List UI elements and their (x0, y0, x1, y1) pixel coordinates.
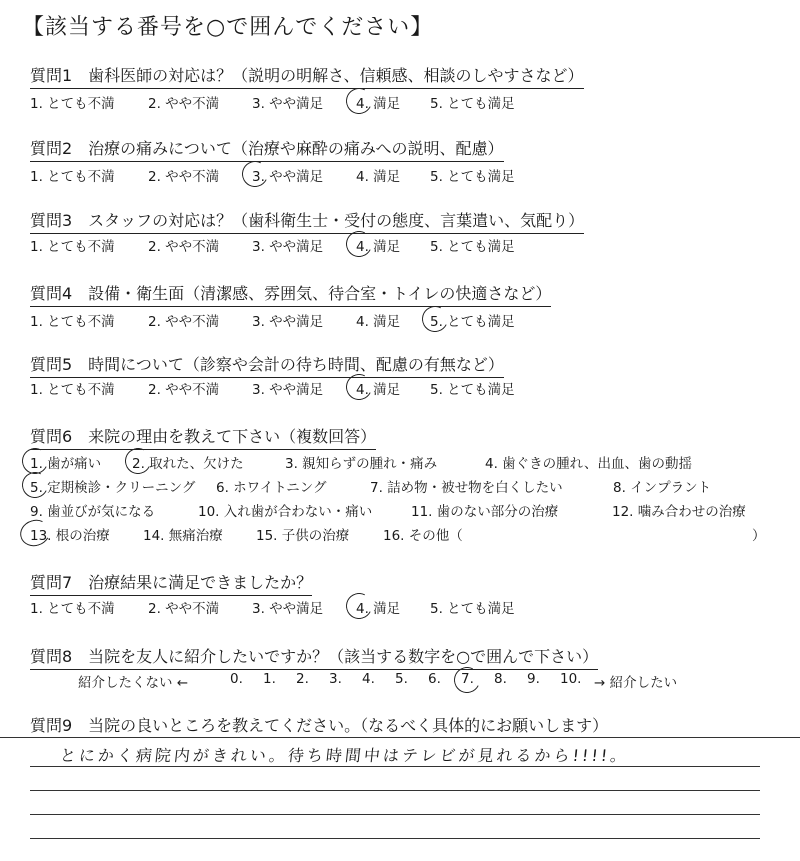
q3-option-3[interactable]: 3. やや満足 (252, 239, 324, 255)
q4-option-4[interactable]: 4. 満足 (356, 314, 401, 330)
q8-right-label: → 紹介したい (594, 675, 678, 691)
q6-option-2[interactable]: 2. 取れた、欠けた (132, 456, 244, 472)
question-6-title: 質問6 来院の理由を教えて下さい（複数回答） (30, 424, 376, 450)
q8-number-8[interactable]: 8. (494, 671, 507, 687)
question-8-title: 質問8 当院を友人に紹介したいですか？（該当する数字を○で囲んで下さい） (30, 644, 598, 670)
q6-option-3[interactable]: 3. 親知らずの腫れ・痛み (285, 456, 438, 472)
question-2-title: 質問2 治療の痛みについて（治療や麻酔の痛みへの説明、配慮） (30, 136, 504, 162)
question-5-options (30, 378, 770, 398)
q7-selection-circle (343, 590, 376, 623)
question-4-options (30, 310, 770, 330)
q8-number-0[interactable]: 0. (230, 671, 243, 687)
q9-handwritten-answer[interactable]: とにかく病院内がきれい。待ち時間中はテレビが見れるから!!!!。 (58, 746, 631, 765)
question-3-title: 質問3 スタッフの対応は？（歯科衛生士・受付の態度、言葉遣い、気配り） (30, 208, 584, 234)
question-6-row-3 (30, 500, 780, 520)
q9-answer-line-3 (30, 814, 760, 815)
q8-number-1[interactable]: 1. (263, 671, 276, 687)
question-7-options (30, 597, 770, 617)
question-7-title: 質問7 治療結果に満足できましたか？ (30, 570, 312, 596)
q7-option-4[interactable]: 4. 満足 (356, 601, 401, 617)
q2-option-4[interactable]: 4. 満足 (356, 169, 401, 185)
q8-left-label: 紹介したくない ← (78, 675, 189, 691)
q3-option-5[interactable]: 5. とても満足 (430, 239, 515, 255)
q8-number-6[interactable]: 6. (428, 671, 441, 687)
q6-option-13-circle (17, 516, 54, 550)
q6-option-15[interactable]: 15. 子供の治療 (256, 528, 350, 544)
q6-option-5[interactable]: 5. 定期検診・クリーニング (30, 480, 196, 496)
q7-option-5[interactable]: 5. とても満足 (430, 601, 515, 617)
q6-option-13[interactable]: 13. 根の治療 (30, 528, 110, 544)
q6-option-6[interactable]: 6. ホワイトニング (216, 480, 327, 496)
question-3-options (30, 235, 770, 255)
q6-option-11[interactable]: 11. 歯のない部分の治療 (411, 504, 559, 520)
survey-title: 【該当する番号を○で囲んでください】 (22, 15, 434, 40)
q2-option-2[interactable]: 2. やや不満 (148, 169, 220, 185)
q2-selection-circle (239, 158, 272, 191)
q3-option-2[interactable]: 2. やや不満 (148, 239, 220, 255)
q4-option-3[interactable]: 3. やや満足 (252, 314, 324, 330)
q6-option-5-circle (19, 469, 52, 502)
q8-number-3[interactable]: 3. (329, 671, 342, 687)
q8-number-4[interactable]: 4. (362, 671, 375, 687)
q6-option-10[interactable]: 10. 入れ歯が合わない・痛い (198, 504, 373, 520)
q9-top-rule (0, 737, 800, 738)
q6-option-9[interactable]: 9. 歯並びが気になる (30, 504, 156, 520)
q5-option-5[interactable]: 5. とても満足 (430, 382, 515, 398)
q7-option-3[interactable]: 3. やや満足 (252, 601, 324, 617)
q5-option-4[interactable]: 4. 満足 (356, 382, 401, 398)
question-5-title: 質問5 時間について（診察や会計の待ち時間、配慮の有無など） (30, 352, 504, 378)
question-6-row-1 (30, 452, 770, 472)
question-6-row-4 (30, 524, 770, 544)
question-1-title: 質問1 歯科医師の対応は？（説明の明解さ、信頼感、相談のしやすさなど） (30, 63, 584, 89)
q7-option-2[interactable]: 2. やや不満 (148, 601, 220, 617)
q6-option-8[interactable]: 8. インプラント (613, 480, 712, 496)
q6-option-4[interactable]: 4. 歯ぐきの腫れ、出血、歯の動揺 (485, 456, 692, 472)
q6-option-16-other[interactable]: 16. その他（ (383, 528, 463, 544)
q9-answer-line-1 (30, 766, 760, 767)
q6-option-7[interactable]: 7. 詰め物・被せ物を白くしたい (370, 480, 563, 496)
q1-option-3[interactable]: 3. やや満足 (252, 96, 324, 112)
q9-answer-line-4 (30, 838, 760, 839)
q3-option-4[interactable]: 4. 満足 (356, 239, 401, 255)
q4-option-2[interactable]: 2. やや不満 (148, 314, 220, 330)
q8-number-5[interactable]: 5. (395, 671, 408, 687)
question-8-scale (78, 671, 718, 691)
q5-option-1[interactable]: 1. とても不満 (30, 382, 115, 398)
q3-option-1[interactable]: 1. とても不満 (30, 239, 115, 255)
q4-option-1[interactable]: 1. とても不満 (30, 314, 115, 330)
q4-selection-circle (419, 303, 452, 336)
q6-option-14[interactable]: 14. 無痛治療 (143, 528, 223, 544)
q8-number-10[interactable]: 10. (560, 671, 582, 687)
q8-number-2[interactable]: 2. (296, 671, 309, 687)
q7-option-1[interactable]: 1. とても不満 (30, 601, 115, 617)
q2-option-5[interactable]: 5. とても満足 (430, 169, 515, 185)
question-9-title: 質問9 当院の良いところを教えてください。（なるべく具体的にお願いします） (30, 716, 609, 735)
q1-option-5[interactable]: 5. とても満足 (430, 96, 515, 112)
q5-option-2[interactable]: 2. やや不満 (148, 382, 220, 398)
q2-option-1[interactable]: 1. とても不満 (30, 169, 115, 185)
q1-option-4[interactable]: 4. 満足 (356, 96, 401, 112)
q1-selection-circle (343, 85, 376, 118)
q6-option-1[interactable]: 1. 歯が痛い (30, 456, 102, 472)
question-4-title: 質問4 設備・衛生面（清潔感、雰囲気、待合室・トイレの快適さなど） (30, 281, 551, 307)
q1-option-2[interactable]: 2. やや不満 (148, 96, 220, 112)
q9-answer-line-2 (30, 790, 760, 791)
q6-other-close-paren: ） (752, 528, 766, 544)
q4-option-5[interactable]: 5. とても満足 (430, 314, 515, 330)
q8-number-9[interactable]: 9. (527, 671, 540, 687)
q2-option-3[interactable]: 3. やや満足 (252, 169, 324, 185)
q5-option-3[interactable]: 3. やや満足 (252, 382, 324, 398)
q6-option-12[interactable]: 12. 噛み合わせの治療 (612, 504, 746, 520)
question-1-options (30, 92, 770, 112)
question-2-options (30, 165, 770, 185)
q1-option-1[interactable]: 1. とても不満 (30, 96, 115, 112)
q8-number-7[interactable]: 7. (461, 671, 474, 687)
question-6-row-2 (30, 476, 770, 496)
